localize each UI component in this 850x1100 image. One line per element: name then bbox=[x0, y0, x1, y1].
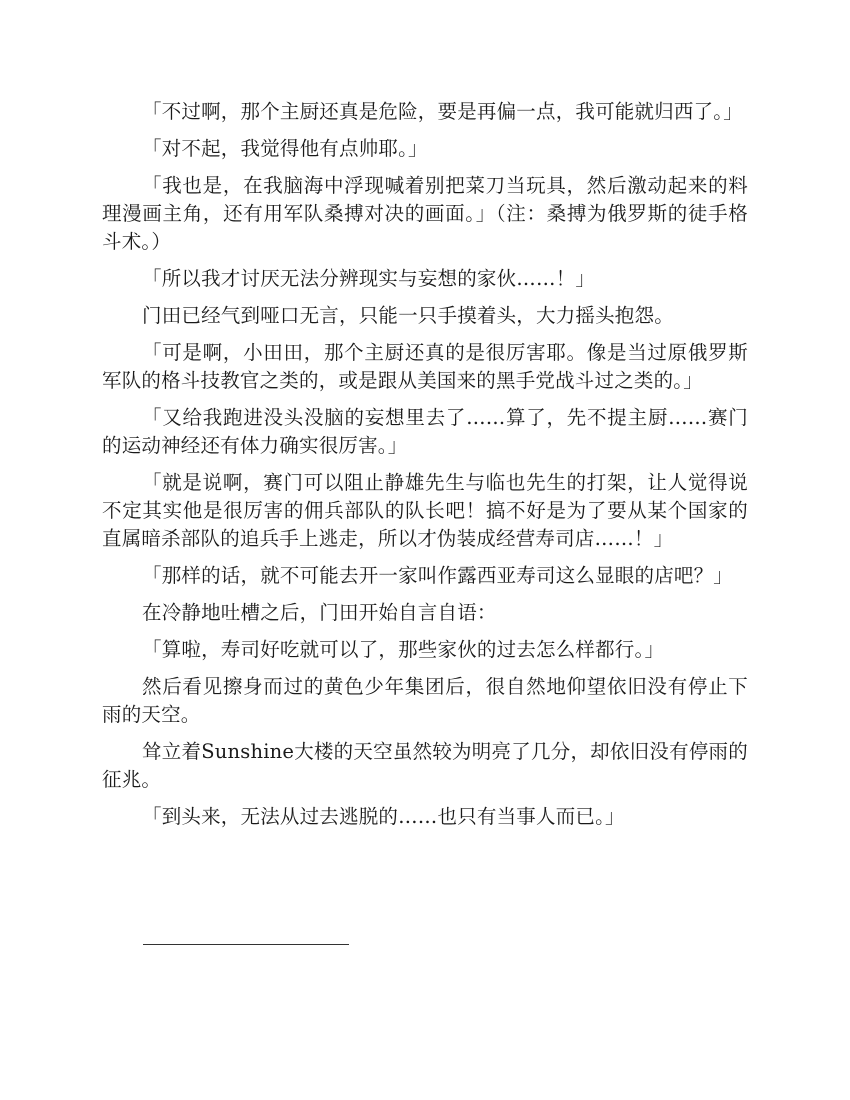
paragraph-6: 「可是啊，小田田，那个主厨还真的是很厉害耶。像是当过原俄罗斯军队的格斗技教官之类的，或是跟从美国来的黑手党战斗过之类的。」 bbox=[102, 341, 748, 392]
paragraph-7: 「又给我跑进没头没脑的妄想里去了……算了，先不提主厨……赛门的运动神经还有体力确实很厉害。」 bbox=[102, 406, 748, 457]
document-body bbox=[102, 98, 748, 840]
paragraph-2: 「对不起，我觉得他有点帅耶。」 bbox=[142, 137, 428, 160]
paragraph-12: 然后看见擦身而过的黄色少年集团后，很自然地仰望依旧没有停止下雨的天空。 bbox=[102, 675, 748, 726]
paragraph-11: 「算啦，寿司好吃就可以了，那些家伙的过去怎么样都行。」 bbox=[142, 638, 665, 661]
paragraph-14: 「到头来，无法从过去逃脱的……也只有当事人而已。」 bbox=[142, 805, 625, 828]
paragraph-9: 「那样的话，就不可能去开一家叫作露西亚寿司这么显眼的店吧？」 bbox=[142, 564, 734, 587]
paragraph-3: 「我也是，在我脑海中浮现喊着别把菜刀当玩具，然后激动起来的料理漫画主角，还有用军队桑搏对决的画面。」（注：桑搏为俄罗斯的徒手格斗术。） bbox=[102, 174, 748, 253]
paragraph-13: 耸立着Sunshine大楼的天空虽然较为明亮了几分，却依旧没有停雨的征兆。 bbox=[102, 740, 748, 791]
paragraph-8: 「就是说啊，赛门可以阻止静雄先生与临也先生的打架，让人觉得说不定其实他是很厉害的佣兵部队的队长吧！搞不好是为了要从某个国家的直属暗杀部队的追兵手上逃走，所以才伪装成经营寿司店……！」 bbox=[102, 471, 748, 550]
section-divider bbox=[143, 944, 349, 945]
paragraph-10: 在冷静地吐槽之后，门田开始自言自语： bbox=[142, 601, 497, 624]
paragraph-4: 「所以我才讨厌无法分辨现实与妄想的家伙……！」 bbox=[142, 267, 596, 290]
paragraph-1: 「不过啊，那个主厨还真是危险，要是再偏一点，我可能就归西了。」 bbox=[142, 100, 743, 123]
paragraph-5: 门田已经气到哑口无言，只能一只手摸着头，大力摇头抱怨。 bbox=[142, 304, 674, 327]
